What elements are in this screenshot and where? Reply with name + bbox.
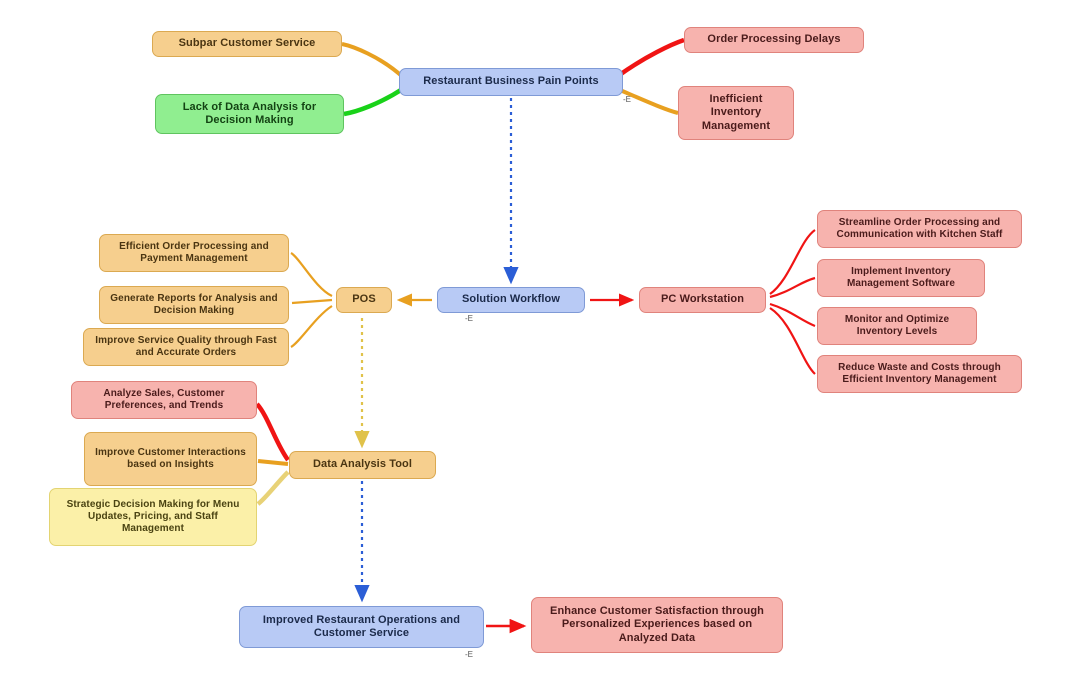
- edge-root-to-subpar: [342, 44, 404, 78]
- node-pos[interactable]: [336, 287, 392, 313]
- node-label: PC Workstation: [660, 293, 745, 306]
- node-reduce-waste-and-costs[interactable]: [817, 355, 1022, 393]
- node-label: Streamline Order Processing and Communication with Kitchen Staff: [836, 216, 1003, 240]
- node-label: Improve Service Quality through Fast and Accurate Orders: [95, 334, 277, 358]
- node-pc-workstation[interactable]: [639, 287, 766, 313]
- edge-label-improved-ops: -E: [465, 650, 473, 659]
- node-generate-reports[interactable]: [99, 286, 289, 324]
- node-label: Lack of Data Analysis for Decision Making: [182, 100, 317, 126]
- edge-datatool-to-item3: [258, 472, 288, 504]
- edge-pos-to-item3: [291, 306, 332, 347]
- node-lack-of-data-analysis[interactable]: [155, 94, 344, 134]
- edge-pc-to-item3: [770, 304, 815, 326]
- node-label: POS: [352, 293, 376, 306]
- node-improved-restaurant-operations[interactable]: [239, 606, 484, 648]
- node-label: Inefficient Inventory Management: [701, 92, 771, 132]
- node-label: Analyze Sales, Customer Preferences, and Trends: [103, 387, 225, 411]
- node-label: Improved Restaurant Operations and Customer Service: [262, 613, 461, 639]
- node-inefficient-inventory-management[interactable]: [678, 86, 794, 140]
- node-label: Reduce Waste and Costs through Efficient Inventory Management: [838, 361, 1001, 385]
- node-streamline-order-processing[interactable]: [817, 210, 1022, 248]
- node-label: Improve Customer Interactions based on Insights: [95, 446, 246, 470]
- edge-pos-to-item2: [292, 300, 332, 303]
- node-improve-customer-interactions[interactable]: [84, 432, 257, 486]
- node-label: Enhance Customer Satisfaction through Personalized Experiences based on Analyzed Data: [550, 604, 764, 644]
- node-label: Restaurant Business Pain Points: [423, 75, 599, 88]
- node-monitor-optimize-inventory[interactable]: [817, 307, 977, 345]
- edge-root-to-lack-data: [344, 88, 404, 114]
- node-label: Strategic Decision Making for Menu Updates, Pricing, and Staff Management: [66, 498, 240, 535]
- edge-pc-to-item4: [770, 308, 815, 374]
- node-subpar-customer-service[interactable]: [152, 31, 342, 57]
- node-data-analysis-tool[interactable]: [289, 451, 436, 479]
- node-label: Generate Reports for Analysis and Decision Making: [110, 292, 278, 316]
- edge-datatool-to-item1: [257, 404, 288, 460]
- node-label: Data Analysis Tool: [313, 458, 412, 471]
- node-enhance-customer-satisfaction[interactable]: [531, 597, 783, 653]
- edge-pos-to-item1: [291, 253, 332, 296]
- node-order-processing-delays[interactable]: [684, 27, 864, 53]
- node-analyze-sales-customer-preferences[interactable]: [71, 381, 257, 419]
- node-label: Implement Inventory Management Software: [846, 265, 956, 289]
- node-label: Monitor and Optimize Inventory Levels: [844, 313, 950, 337]
- edge-label-pain-inventory: -E: [623, 95, 631, 104]
- node-label: Solution Workflow: [461, 293, 561, 306]
- node-label: Efficient Order Processing and Payment Management: [119, 240, 269, 264]
- node-efficient-order-processing[interactable]: [99, 234, 289, 272]
- edge-root-to-order-delays: [618, 40, 684, 76]
- node-solution-workflow[interactable]: [437, 287, 585, 313]
- edge-pc-to-item1: [770, 230, 815, 294]
- node-label: Order Processing Delays: [707, 33, 841, 46]
- edge-datatool-to-item2: [258, 461, 288, 464]
- node-strategic-decision-making[interactable]: [49, 488, 257, 546]
- node-implement-inventory-software[interactable]: [817, 259, 985, 297]
- edge-label-solution: -E: [465, 314, 473, 323]
- node-label: Subpar Customer Service: [178, 37, 316, 50]
- node-restaurant-business-pain-points[interactable]: [399, 68, 623, 96]
- node-improve-service-quality[interactable]: [83, 328, 289, 366]
